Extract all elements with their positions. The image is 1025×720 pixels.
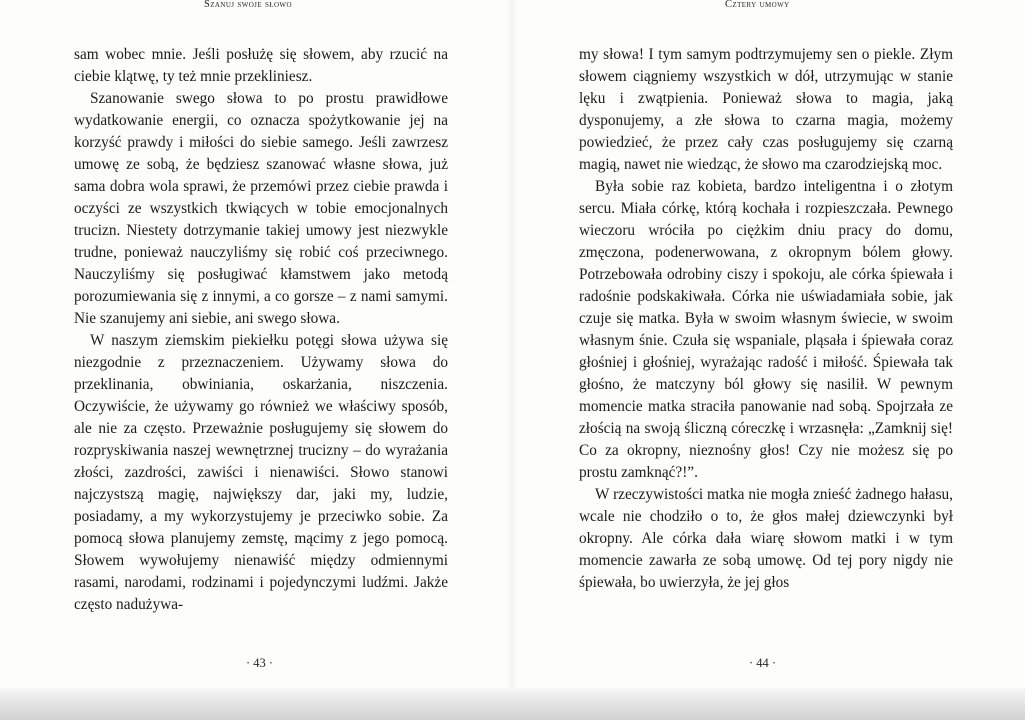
left-running-head: Szanuj swoje słowo: [204, 0, 292, 10]
right-page: [512, 0, 1025, 690]
right-text-block: [579, 44, 953, 594]
left-page: [0, 0, 512, 690]
paragraph: my słowa! I tym samym podtrzymujemy sen o piekle. Złym słowem ciągniemy wszystkich w dół, utrzymując w stanie lęku i zwątpienia. Ponieważ słowa to magia, jaką dysponujemy, a złe słowa to czarna magia, możemy powiedzieć, że przez cały czas posługujemy się czarną magią, nawet nie wiedząc, że słowo ma czarodziejską moc.: [579, 46, 953, 173]
left-page-number: · 43 ·: [246, 656, 274, 670]
paragraph: Szanowanie swego słowa to po prostu prawidłowe wydatkowanie energii, co oznacza spożytkowanie jej na korzyść prawdy i miłości do siebie samego. Jeśli zawrzesz umowę ze sobą, że będziesz szanować własne słowa, już sama dobra wola sprawi, że przemówi przez ciebie prawda i oczyści ze wszystkich tkwiących w tobie emocjonalnych trucizn. Niestety dotrzymanie takiej umowy jest niezwykle trudne, ponieważ nauczyliśmy się robić coś przeciwnego. Nauczyliśmy się posługiwać kłamstwem jako metodą porozumiewania się z innymi, a co gorsze – z nami samymi. Nie szanujemy ani siebie, ani swego słowa.: [74, 90, 448, 327]
right-running-head: Cztery umowy: [725, 0, 790, 10]
paragraph: W rzeczywistości matka nie mogła znieść żadnego hałasu, wcale nie chodziło o to, że głos małej dziewczynki był okropny. Ale córka dała wiarę słowom matki i w tym momencie zawarła ze sobą umowę. Od tej pory nigdy nie śpiewała, bo uwierzyła, że jej głos: [579, 486, 953, 591]
paragraph: W naszym ziemskim piekiełku potęgi słowa używa się niezgodnie z przeznaczeniem. Używamy słowa do przeklinania, obwiniania, oskarżania, niszczenia. Oczywiście, że używamy go również we właściwy sposób, ale nie za często. Przeważnie posługujemy się słowem do rozpryskiwania naszej wewnętrznej trucizny – do wyrażania złości, zazdrości, zawiści i nienawiści. Słowo stanowi najczystszą magię, największy dar, jaki my, ludzie, posiadamy, a my wykorzystujemy je przeciwko sobie. Za pomocą słowa planujemy zemstę, mącimy z jego pomocą. Słowem wywołujemy nienawiść między odmiennymi rasami, narodami, rodzinami i pojedynczymi ludźmi. Jakże często nadużywa-: [74, 332, 448, 613]
bottom-shadow: [0, 688, 1025, 720]
right-page-number: · 44 ·: [749, 656, 777, 670]
paragraph: Była sobie raz kobieta, bardzo inteligentna i o złotym sercu. Miała córkę, którą kochała i rozpieszczała. Pewnego wieczoru wróciła po ciężkim dniu pracy do domu, zmęczona, podenerwowana, z okropnym bólem głowy. Potrzebowała odrobiny ciszy i spokoju, ale córka śpiewała i radośnie podskakiwała. Córka nie uświadamiała sobie, jak czuje się matka. Była w swoim własnym świecie, w swoim własnym śnie. Czuła się wspaniale, pląsała i śpiewała coraz głośniej i głośniej, wyrażając radość i miłość. Śpiewała tak głośno, że matczyny ból głowy się nasilił. W pewnym momencie matka straciła panowanie nad sobą. Spojrzała ze złością na swoją śliczną córeczkę i wrzasnęła: „Zamknij się! Co za okropny, nieznośny głos! Czy nie możesz się po prostu zamknąć?!”.: [579, 178, 953, 481]
left-text-block: [74, 44, 448, 616]
paragraph: sam wobec mnie. Jeśli posłużę się słowem, aby rzucić na ciebie klątwę, ty też mnie przekliniesz.: [74, 46, 448, 85]
